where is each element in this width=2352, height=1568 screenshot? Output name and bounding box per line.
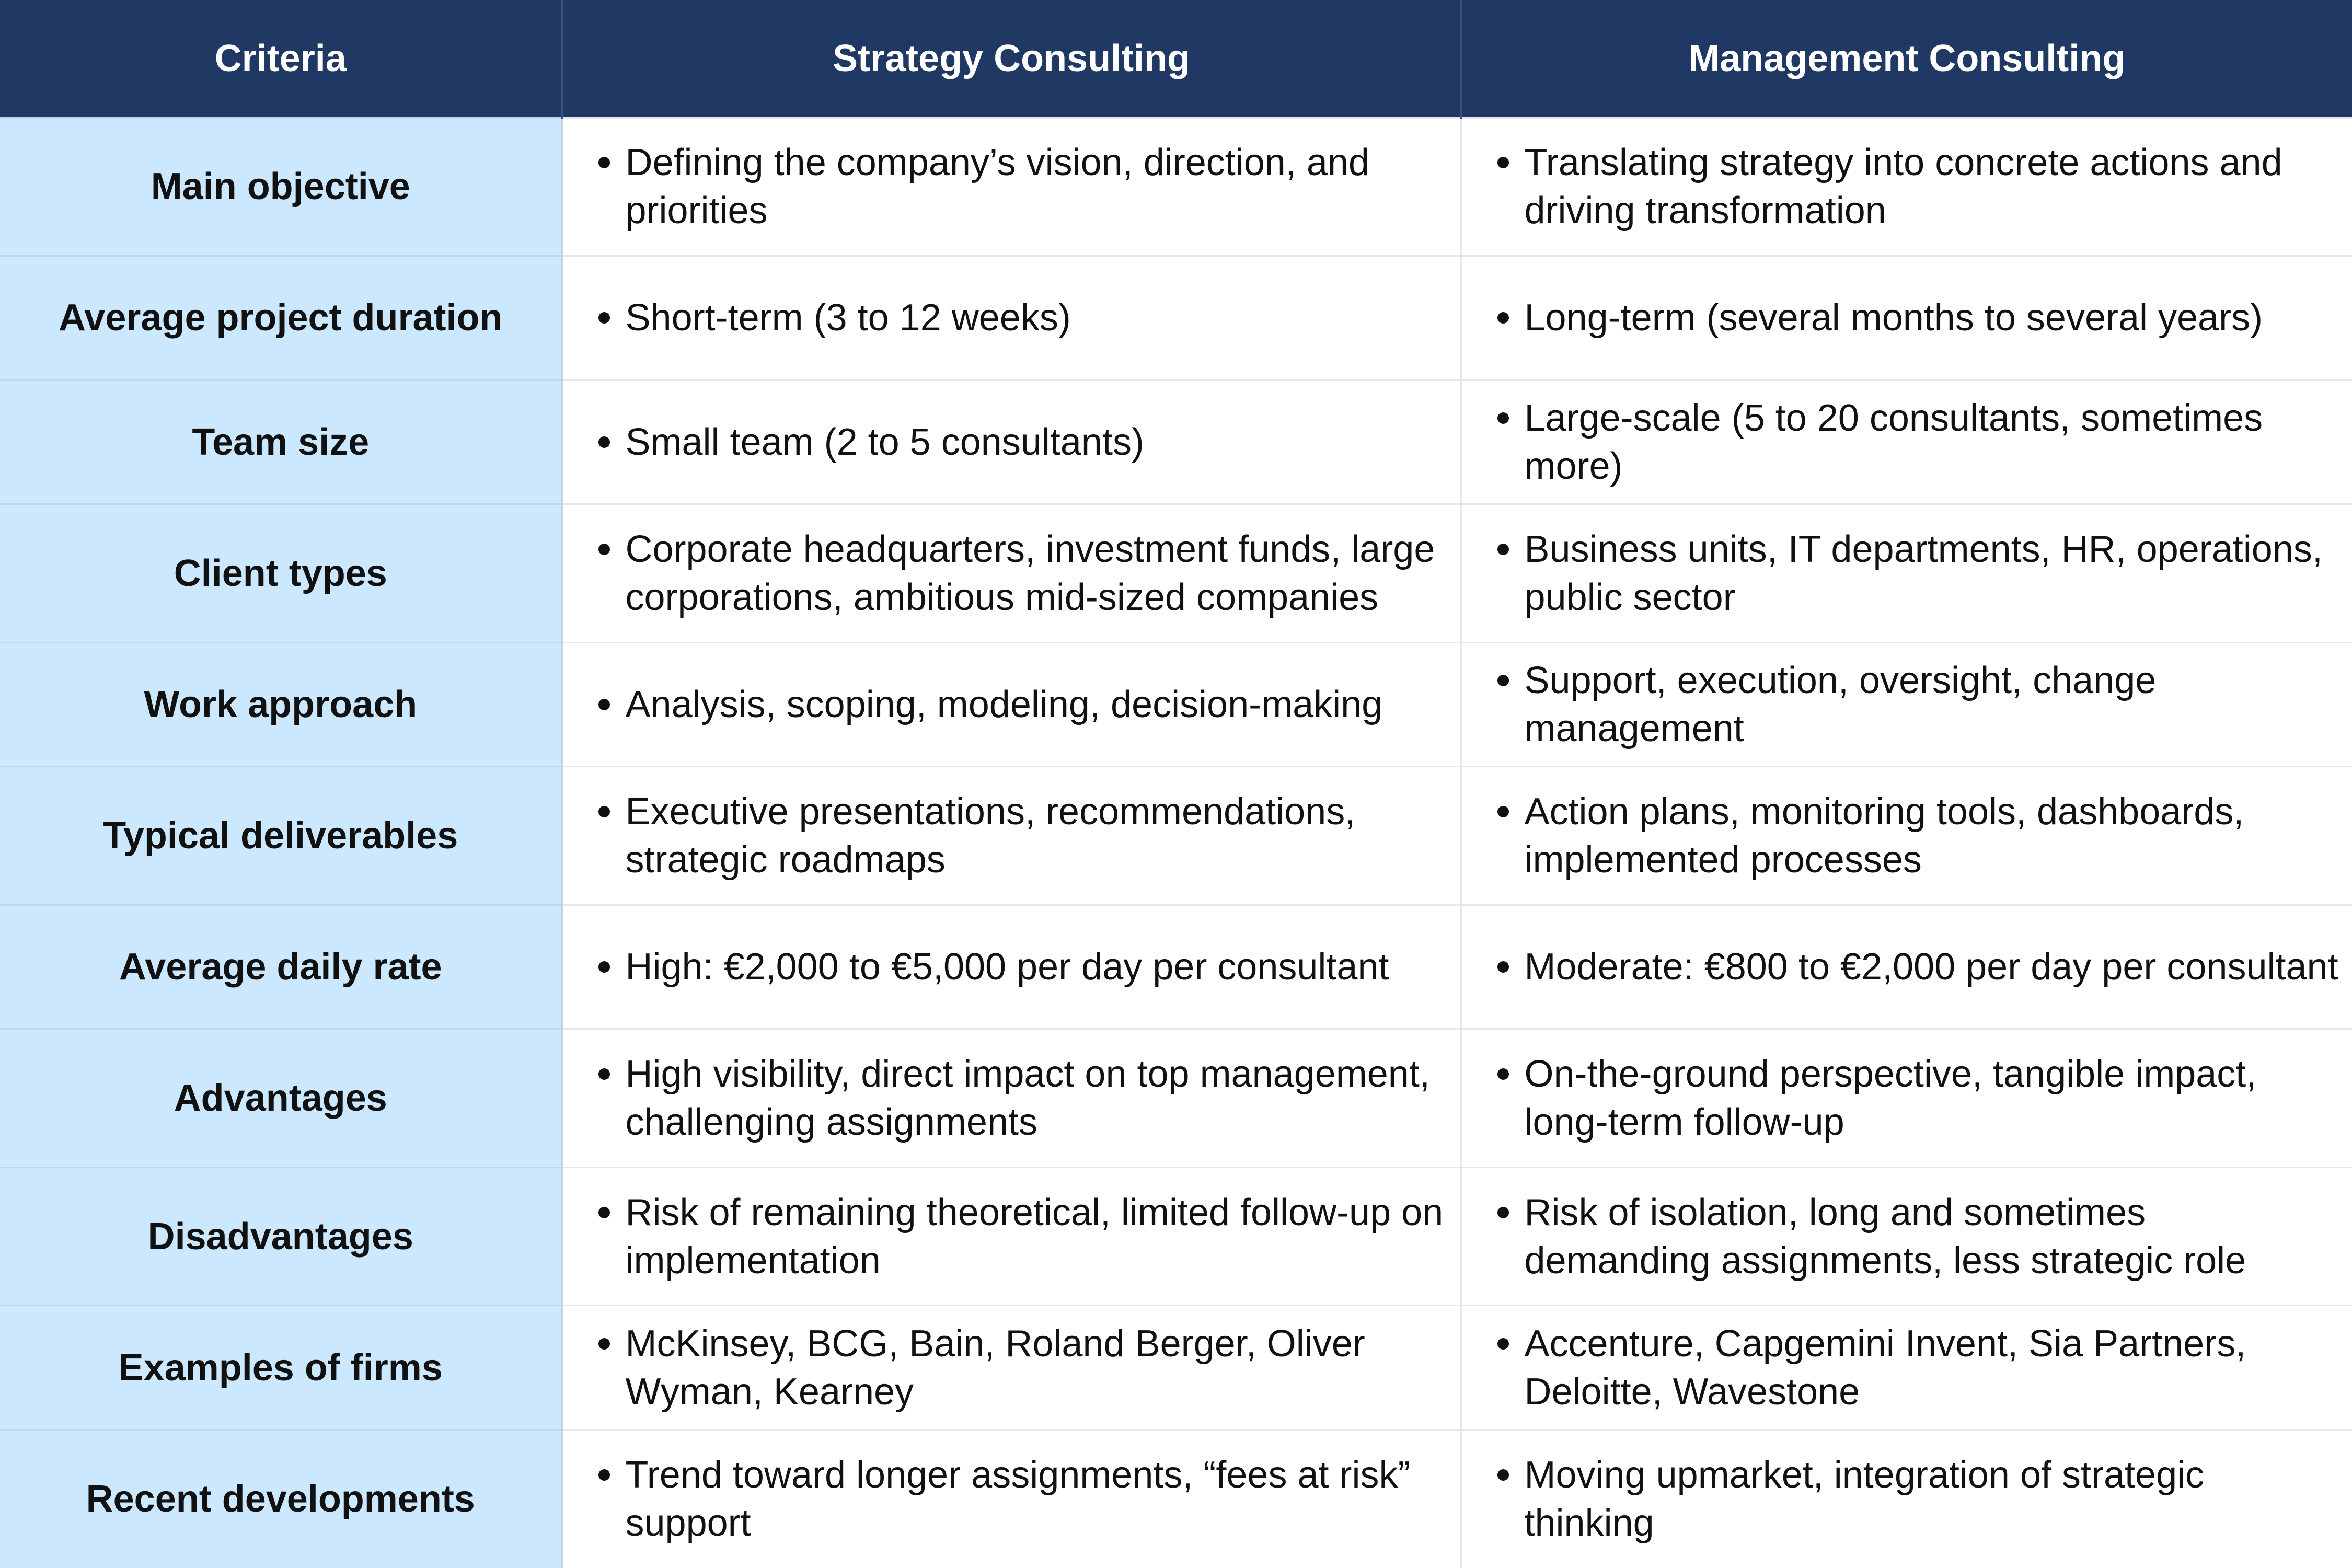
- management-text: Large-scale (5 to 20 consultants, sometimes more): [1524, 397, 2263, 487]
- strategy-text: McKinsey, BCG, Bain, Roland Berger, Oliver Wyman, Kearney: [625, 1322, 1365, 1413]
- strategy-cell: [562, 1167, 1461, 1306]
- strategy-cell: [562, 504, 1461, 643]
- management-cell: [1461, 905, 2352, 1029]
- table-row: [0, 1429, 2352, 1568]
- strategy-text: High visibility, direct impact on top management, challenging assignments: [625, 1053, 1430, 1143]
- criterion-cell: Work approach: [0, 642, 562, 767]
- header-criteria: Criteria: [0, 0, 562, 118]
- management-cell: [1461, 642, 2352, 767]
- bullet-icon: [598, 806, 610, 817]
- management-cell: [1461, 380, 2352, 504]
- bullet-icon: [598, 1338, 610, 1350]
- table-row: [0, 1306, 2352, 1430]
- management-text: Action plans, monitoring tools, dashboards, implemented processes: [1524, 790, 2244, 881]
- bullet-icon: [598, 961, 610, 973]
- management-cell: [1461, 1167, 2352, 1306]
- criterion-cell: Client types: [0, 504, 562, 643]
- strategy-cell: [562, 256, 1461, 381]
- table-row: [0, 256, 2352, 381]
- management-text: Business units, IT departments, HR, operations, public sector: [1524, 528, 2323, 618]
- bullet-icon: [598, 699, 610, 710]
- bullet-icon: [1497, 675, 1509, 686]
- management-text: Moderate: €800 to €2,000 per day per consultant: [1524, 946, 2338, 988]
- bullet-icon: [598, 1207, 610, 1218]
- bullet-icon: [1497, 544, 1509, 555]
- strategy-cell: [562, 767, 1461, 905]
- table-row: [0, 642, 2352, 767]
- table-row: [0, 118, 2352, 256]
- criterion-cell: Examples of firms: [0, 1306, 562, 1430]
- strategy-text: Small team (2 to 5 consultants): [625, 421, 1144, 463]
- bullet-icon: [598, 544, 610, 555]
- header-row: [0, 0, 2352, 118]
- bullet-icon: [1497, 806, 1509, 817]
- management-cell: [1461, 1306, 2352, 1430]
- strategy-cell: [562, 1306, 1461, 1430]
- bullet-icon: [1497, 1207, 1509, 1218]
- criterion-cell: Typical deliverables: [0, 767, 562, 905]
- criterion-cell: Average daily rate: [0, 905, 562, 1029]
- management-cell: [1461, 1429, 2352, 1568]
- bullet-icon: [1497, 961, 1509, 973]
- bullet-icon: [1497, 1338, 1509, 1350]
- management-cell: [1461, 1029, 2352, 1168]
- bullet-icon: [1497, 312, 1509, 324]
- bullet-icon: [1497, 157, 1509, 168]
- management-text: Moving upmarket, integration of strategic thinking: [1524, 1454, 2205, 1544]
- header-strategy-consulting: Strategy Consulting: [562, 0, 1461, 118]
- table-row: [0, 767, 2352, 905]
- bullet-icon: [598, 157, 610, 168]
- management-text: Accenture, Capgemini Invent, Sia Partners, Deloitte, Wavestone: [1524, 1322, 2246, 1413]
- strategy-text: Executive presentations, recommendations, strategic roadmaps: [625, 790, 1356, 881]
- bullet-icon: [1497, 412, 1509, 424]
- strategy-cell: [562, 905, 1461, 1029]
- bullet-icon: [598, 436, 610, 448]
- criterion-cell: Disadvantages: [0, 1167, 562, 1306]
- strategy-text: Trend toward longer assignments, “fees at risk” support: [625, 1454, 1411, 1544]
- table-row: [0, 380, 2352, 504]
- management-text: Translating strategy into concrete actions and driving transformation: [1524, 142, 2282, 232]
- bullet-icon: [598, 312, 610, 324]
- bullet-icon: [598, 1068, 610, 1080]
- management-cell: [1461, 118, 2352, 256]
- management-text: Support, execution, oversight, change management: [1524, 659, 2157, 750]
- criterion-cell: Average project duration: [0, 256, 562, 381]
- strategy-cell: [562, 642, 1461, 767]
- strategy-text: Analysis, scoping, modeling, decision-making: [625, 683, 1383, 725]
- management-text: Risk of isolation, long and sometimes demanding assignments, less strategic role: [1524, 1191, 2246, 1282]
- bullet-icon: [1497, 1068, 1509, 1080]
- table-row: [0, 905, 2352, 1029]
- management-cell: [1461, 256, 2352, 381]
- strategy-text: Corporate headquarters, investment funds, large corporations, ambitious mid-sized companies: [625, 528, 1435, 618]
- criterion-cell: Recent developments: [0, 1429, 562, 1568]
- management-text: Long-term (several months to several years): [1524, 297, 2263, 339]
- management-cell: [1461, 504, 2352, 643]
- strategy-text: High: €2,000 to €5,000 per day per consultant: [625, 946, 1389, 988]
- strategy-text: Defining the company’s vision, direction, and priorities: [625, 142, 1369, 232]
- criterion-cell: Advantages: [0, 1029, 562, 1168]
- strategy-cell: [562, 380, 1461, 504]
- management-cell: [1461, 767, 2352, 905]
- criterion-cell: Main objective: [0, 118, 562, 256]
- management-text: On-the-ground perspective, tangible impact, long-term follow-up: [1524, 1053, 2257, 1143]
- table-row: [0, 1029, 2352, 1168]
- strategy-cell: [562, 1429, 1461, 1568]
- header-management-consulting: Management Consulting: [1461, 0, 2352, 118]
- strategy-cell: [562, 1029, 1461, 1168]
- bullet-icon: [1497, 1469, 1509, 1481]
- bullet-icon: [598, 1469, 610, 1481]
- table-row: [0, 504, 2352, 643]
- strategy-text: Short-term (3 to 12 weeks): [625, 297, 1071, 339]
- table-row: [0, 1167, 2352, 1306]
- strategy-cell: [562, 118, 1461, 256]
- strategy-text: Risk of remaining theoretical, limited follow-up on implementation: [625, 1191, 1444, 1282]
- criterion-cell: Team size: [0, 380, 562, 504]
